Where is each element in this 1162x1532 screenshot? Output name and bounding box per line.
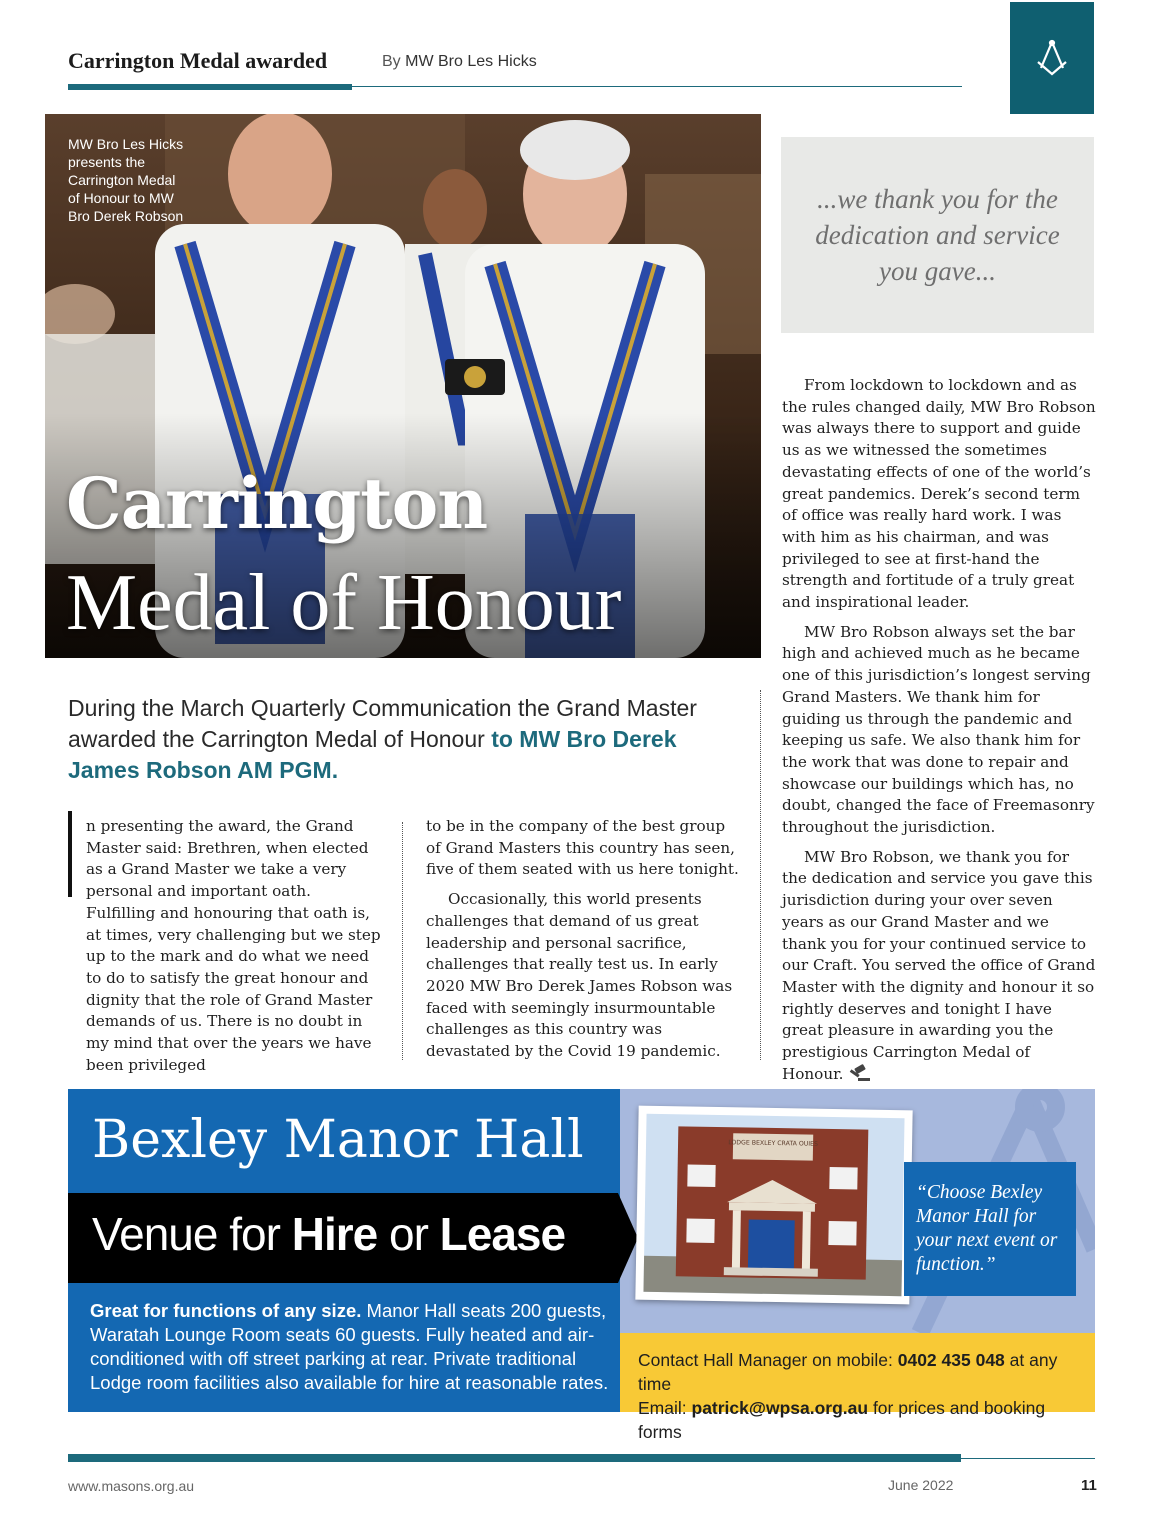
venue-description [90,1299,610,1395]
column-divider [760,690,761,1060]
header-rule-thin [352,86,962,87]
gavel-icon [848,1064,870,1082]
venue-name: Bexley Manor Hall [92,1110,584,1170]
headline-line1: Carrington [66,462,488,545]
pull-quote [781,137,1094,333]
tagline-lease: Lease [439,1208,566,1260]
email-label: Email: [638,1398,687,1418]
article-column-1 [68,816,382,1084]
square-compass-logo [1010,2,1094,114]
venue-description-body: Manor Hall seats 200 guests, Waratah Lounge Room seats 60 guests. Fully heated and air-conditioned with off street parking at rear. Private traditional Lodge room facilities also available for hire at reasonable rates. [90,1300,609,1393]
page-number: 11 [1081,1477,1097,1494]
pull-quote-text: ...we thank you for the dedication and service you gave... [815,184,1060,286]
article-column-3 [782,375,1096,1094]
hall-sign: LODGE BEXLEY CRATA OUIES [728,1139,818,1148]
square-compass-icon [1032,38,1072,78]
headline-line2: Medal of Honour [66,559,622,647]
footer-rule [68,1454,961,1462]
article-paragraph: Occasionally, this world presents challenges that demand of us great leadership and personal sacrifice, challenges that really test us. In early 2020 MW Bro Derek James Robson was faced with seemingly insurmountable challenges as this country was devastated by the Covid 19 pandemic. [426,890,733,1061]
standfirst [68,693,728,786]
article-paragraph: n presenting the award, the Grand Master said: Brethren, when elected as a Grand Master we take a very personal and important oath. Fulfilling and honouring that oath is, at times, very challenging but we step up to the mark and do what we need to do to satisfy the great honour and dignity that the role of Grand Master demands of us. There is no doubt in my mind that over the years we have been privileged [86,817,381,1074]
tagline-or: or [388,1208,428,1260]
contact-email[interactable]: patrick@wpsa.org.au [691,1398,869,1418]
article-column-2 [426,816,740,1071]
byline-author: MW Bro Les Hicks [405,53,537,70]
venue-tagline [92,1207,565,1261]
byline-prefix: By [382,53,401,70]
article-paragraph: to be in the company of the best group of Grand Masters this country has seen, five of them seated with us here tonight. [426,817,739,879]
tagline-hire: Hire [291,1208,378,1260]
photo-caption: MW Bro Les Hicks presents the Carrington Medal of Honour to MW Bro Derek Robson [68,136,184,224]
byline [382,53,537,71]
contact-prefix: Contact Hall Manager on mobile: [638,1350,893,1370]
email-suffix: for prices and booking forms [638,1398,1046,1442]
standfirst-text: During the March Quarterly Communication the Grand Master awarded the Carrington Medal of Honour [68,695,697,752]
article-closing-text: MW Bro Robson, we thank you for the dedication and service you gave this jurisdiction during your over seven years as our Grand Master and we thank you for your continued service to our Craft. You served the office of Grand Master with the dignity and honour it so rightly deserves and tonight I have great pleasure in awarding you the prestigious Carrington Medal of Honour. [782,847,1096,1083]
ad-quote [904,1162,1076,1296]
article-paragraph [782,847,1096,1086]
section-title: Carrington Medal awarded [68,48,328,73]
contact-phone[interactable]: 0402 435 048 [897,1350,1005,1370]
header-rule [68,84,352,90]
article-paragraph: MW Bro Robson always set the bar high and achieved much as he became one of this jurisdiction’s longest serving Grand Masters. We thank him for guiding us through the pandemic and keeping us safe. We also thank him for the work that was done to repair and showcase our buildings which has, no doubt, changed the face of Freemasonry throughout the jurisdiction. [782,622,1095,837]
venue-description-lead: Great for functions of any size. [90,1300,362,1321]
column-divider [402,822,403,1060]
footer-url[interactable]: www.masons.org.au [68,1478,195,1494]
ad-contact-details [638,1348,1088,1444]
ad-quote-text: “Choose Bexley Manor Hall for your next event or function.” [916,1182,1058,1275]
tagline-prefix: Venue for [92,1208,280,1260]
article-paragraph: From lockdown to lockdown and as the rules changed daily, MW Bro Robson was always there to support and guide us as we witnessed the sometimes devastating effects of one of the world’s great pandemics. Derek’s second term of office was really hard work. I was with him as his chairman, and was privileged to see at first-hand the strength and fortitude of a truly great and inspirational leader. [782,376,1096,612]
hall-photo [635,1106,912,1305]
footer-date: June 2022 [888,1477,954,1493]
footer-rule-thin [961,1458,1095,1459]
standfirst-highlight: to MW Bro Derek James Robson AM PGM. [68,726,677,783]
contact-suffix: at any time [638,1350,1058,1394]
